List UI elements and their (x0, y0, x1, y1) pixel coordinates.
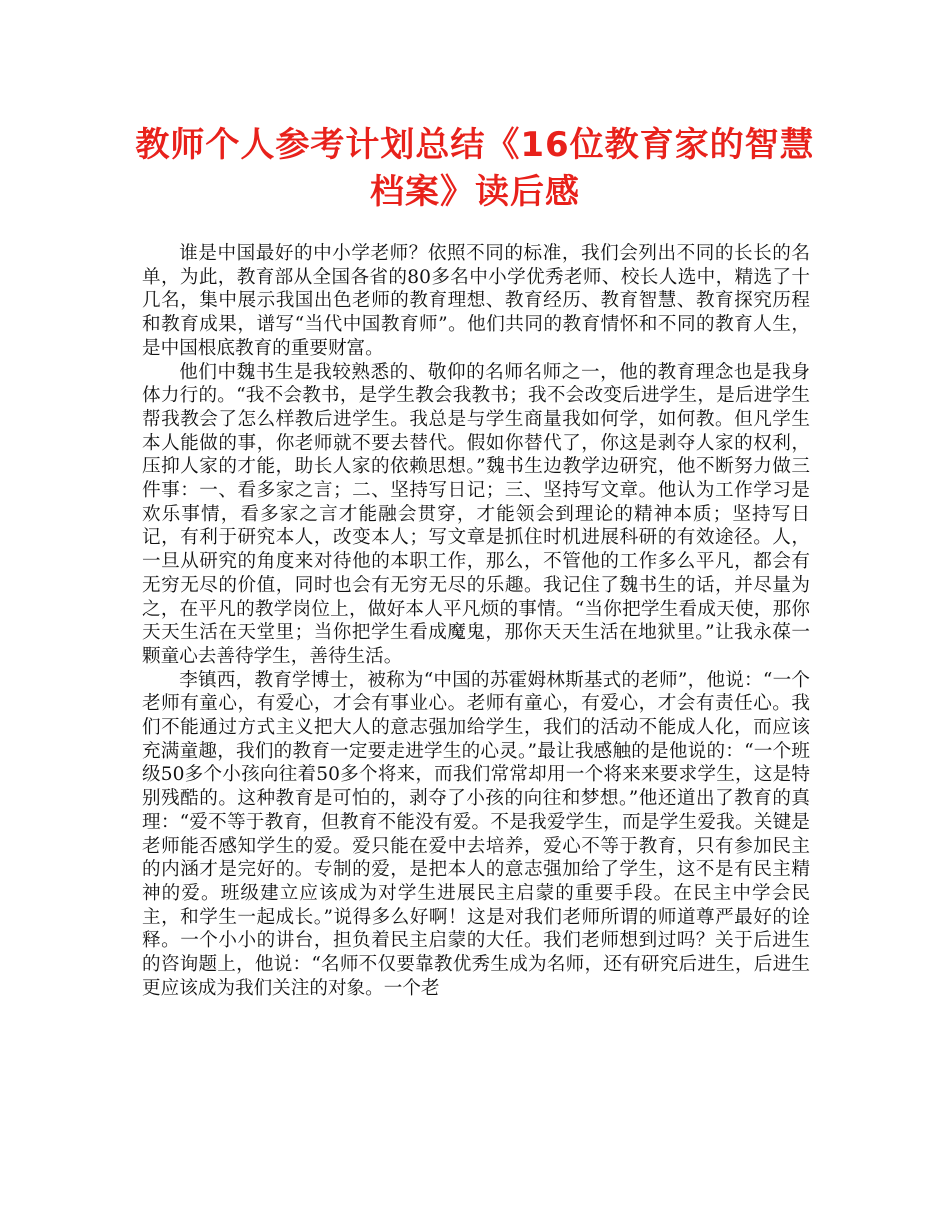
paragraph-3: 李镇西，教育学博士，被称为“中国的苏霍姆林斯基式的老师”，他说：“一个老师有童心，有爱心，才会有事业心。老师有童心，有爱心，才会有责任心。我们不能通过方式主义把大人的意志强加给学生，我们的活动不能成人化，而应该充满童趣，我们的教育一定要走进学生的心灵。”最让我感触的是他说的：“一个班级50多个小孩向往着50多个将来，而我们常常却用一个将来来要求学生，这是特别残酷的。这种教育是可怕的，剥夺了小孩的向往和梦想。”他还道出了教育的真理：“爱不等于教育，但教育不能没有爱。不是我爱学生，而是学生爱我。关键是老师能否感知学生的爱。爱只能在爱中去培养，爱心不等于教育，只有参加民主的内涵才是完好的。专制的爱，是把本人的意志强加给了学生，这不是有民主精神的爱。班级建立应该成为对学生进展民主启蒙的重要手段。在民主中学会民主，和学生一起成长。”说得多么好啊！这是对我们老师所谓的师道尊严最好的诠释。一个小小的讲台，担负着民主启蒙的大任。我们老师想到过吗？关于后进生的咨询题上，他说：“名师不仅要靠教优秀生成为名师，还有研究后进生，后进生更应该成为我们关注的对象。一个老 (142, 669, 810, 999)
paragraph-2: 他们中魏书生是我较熟悉的、敬仰的名师名师之一，他的教育理念也是我身体力行的。“我不会教书，是学生教会我教书；我不会改变后进学生，是后进学生帮我教会了怎么样教后进学生。我总是与学生商量我如何学，如何教。但凡学生本人能做的事，你老师就不要去替代。假如你替代了，你这是剥夺人家的权利，压抑人家的才能，助长人家的依赖思想。”魏书生边教学边研究，他不断努力做三件事：一、看多家之言；二、坚持写日记；三、坚持写文章。他认为工作学习是欢乐事情，看多家之言才能融会贯穿，才能领会到理论的精神本质；坚持写日记，有利于研究本人，改变本人；写文章是抓住时机进展科研的有效途径。人，一旦从研究的角度来对待他的本职工作，那么，不管他的工作多么平凡，都会有无穷无尽的价值，同时也会有无穷无尽的乐趣。我记住了魏书生的话，并尽量为之，在平凡的教学岗位上，做好本人平凡烦的事情。“当你把学生看成天使，那你天天生活在天堂里；当你把学生看成魔鬼，那你天天生活在地狱里。”让我永葆一颗童心去善待学生，善待生活。 (142, 361, 810, 667)
document-body (142, 242, 810, 1001)
paragraph-1: 谁是中国最好的中小学老师？依照不同的标准，我们会列出不同的长长的名单，为此，教育部从全国各省的80多名中小学优秀老师、校长人选中，精选了十几名，集中展示我国出色老师的教育理想、教育经历、教育智慧、教育探究历程和教育成果，谱写“当代中国教育师”。他们共同的教育情怀和不同的教育人生，是中国根底教育的重要财富。 (142, 243, 810, 359)
document-title: 教师个人参考计划总结《16位教育家的智慧档案》读后感 (135, 125, 815, 212)
